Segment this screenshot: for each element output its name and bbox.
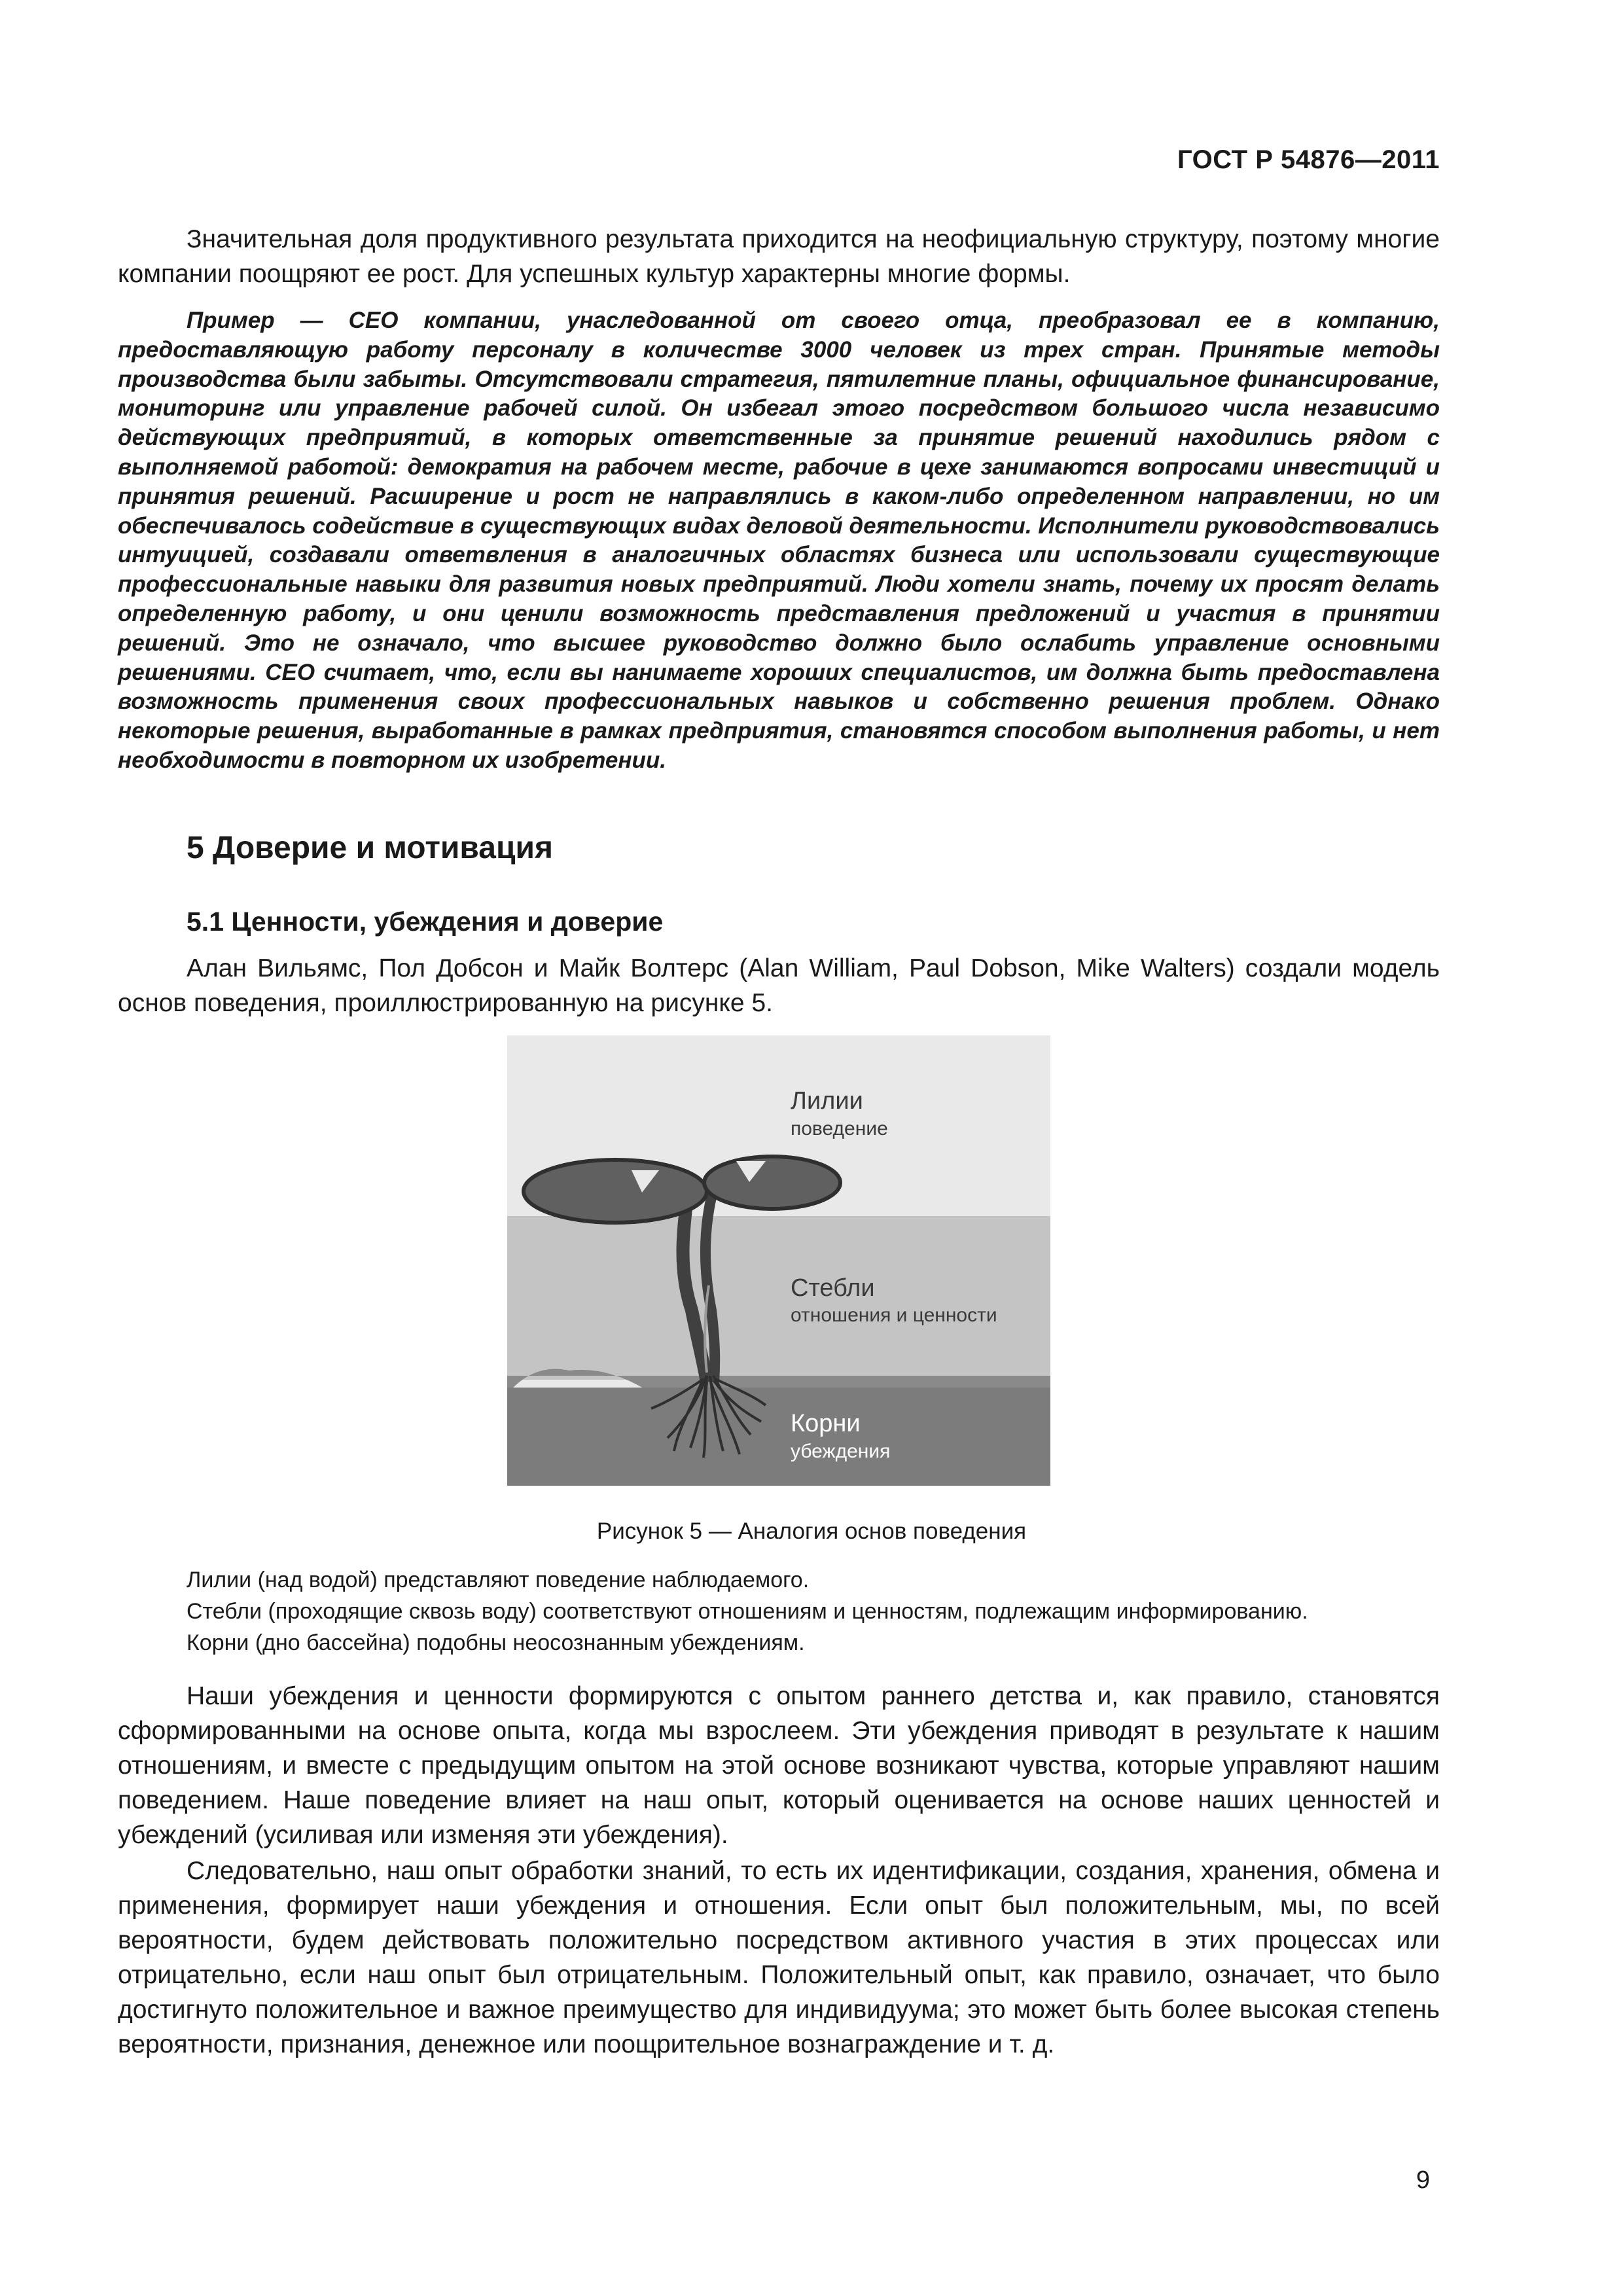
water-area [507, 1216, 1050, 1380]
stems-label-title: Стебли [791, 1274, 875, 1302]
body-paragraph-2: Следовательно, наш опыт обработки знаний, то есть их идентификации, создания, хранения, обмена и применения, формирует наши убеждения и отношения. Если опыт был положительным, мы, по всей вероятности, будем действовать положительно посредством активного участия в этих процессах или отрицательно, если наш опыт был отрицательным. Положительный опыт, как правило, означает, что было достигнуто положительное и важное преимущество для индивидуума; это может быть более высокая степень вероятности, признания, денежное или поощрительное вознаграждение и т. д. [118, 1857, 1440, 2058]
roots-label-title: Корни [791, 1410, 861, 1437]
lily-pond-illustration [507, 1035, 1050, 1486]
ground-area [507, 1388, 1050, 1486]
subsection-heading: 5.1 Ценности, убеждения и доверие [187, 906, 664, 937]
figure-notes [187, 1564, 1308, 1659]
lilies-label-subtitle: поведение [791, 1118, 888, 1139]
figure-note: Стебли (проходящие сквозь воду) соответствуют отношениям и ценностям, подлежащим информированию. [187, 1599, 1308, 1624]
intro-paragraph: Значительная доля продуктивного результата приходится на неофициальную структуру, поэтому многие компании поощряют ее рост. Для успешных культур характерны многие формы. [118, 225, 1440, 288]
behavior-analogy-figure [507, 1035, 1050, 1486]
example-paragraph: Пример — CEO компании, унаследованной от своего отца, преобразовал ее в компанию, предоставляющую работу персоналу в количестве 3000 человек из трех стран. Принятые методы производства были забыты. Отсутствовали стратегия, пятилетние планы, официальное финансирование, мониторинг или управление рабочей силой. Он избегал этого посредством большого числа независимо действующих предприятий, в которых ответственные за принятие решений находились рядом с выполняемой работой: демократия на рабочем месте, рабочие в цехе занимаются вопросами инвестиций и принятия решений. Расширение и рост не направлялись в каком-либо определенном направлении, но им обеспечивалось содействие в существующих видах деловой деятельности. Исполнители руководствовались интуицией, создавали ответвления в аналогичных областях бизнеса или использовали существующие профессиональные навыки для развития новых предприятий. Люди хотели знать, почему их просят делать определенную работу, и они ценили возможность представления предложений и участия в принятии решений. Это не означало, что высшее руководство должно было ослабить управление основными решениями. CEO считает, что, если вы нанимаете хороших специалистов, им должна быть предоставлена возможность применения своих профессиональных навыков и собственно решения проблем. Однако некоторые решения, выработанные в рамках предприятия, становятся способом выполнения работы, и нет необходимости в повторном их изобретении. [118, 308, 1440, 773]
body-paragraph-1: Наши убеждения и ценности формируются с опытом раннего детства и, как правило, становятся сформированными на основе опыта, когда мы взрослеем. Эти убеждения приводят в результате к нашим отношениям, и вместе с предыдущим опытом на этой основе возникают чувства, которые управляют нашим поведением. Наше поведение влияет на наш опыт, который оценивается на основе наших ценностей и убеждений (усиливая или изменяя эти убеждения). [118, 1682, 1440, 1849]
figure-caption: Рисунок 5 — Аналогия основ поведения [596, 1518, 1027, 1544]
section-intro-paragraph: Алан Вильямс, Пол Добсон и Майк Волтерс (Alan William, Paul Dobson, Mike Walters) создали модель основ поведения, проиллюстрированную на рисунке 5. [118, 954, 1440, 1017]
lily-pad-left [524, 1160, 707, 1223]
roots-label-subtitle: убеждения [791, 1441, 891, 1462]
figure-note: Корни (дно бассейна) подобны неосознанным убеждениям. [187, 1630, 805, 1655]
stems-label-subtitle: отношения и ценности [791, 1304, 997, 1326]
figure-note: Лилии (над водой) представляют поведение наблюдаемого. [187, 1568, 810, 1592]
section-heading: 5 Доверие и мотивация [187, 831, 554, 865]
lily-pad-right [704, 1157, 840, 1209]
page-number: 9 [1416, 2166, 1430, 2194]
standard-number-header: ГОСТ Р 54876—2011 [1177, 145, 1440, 174]
lilies-label-title: Лилии [791, 1087, 863, 1115]
